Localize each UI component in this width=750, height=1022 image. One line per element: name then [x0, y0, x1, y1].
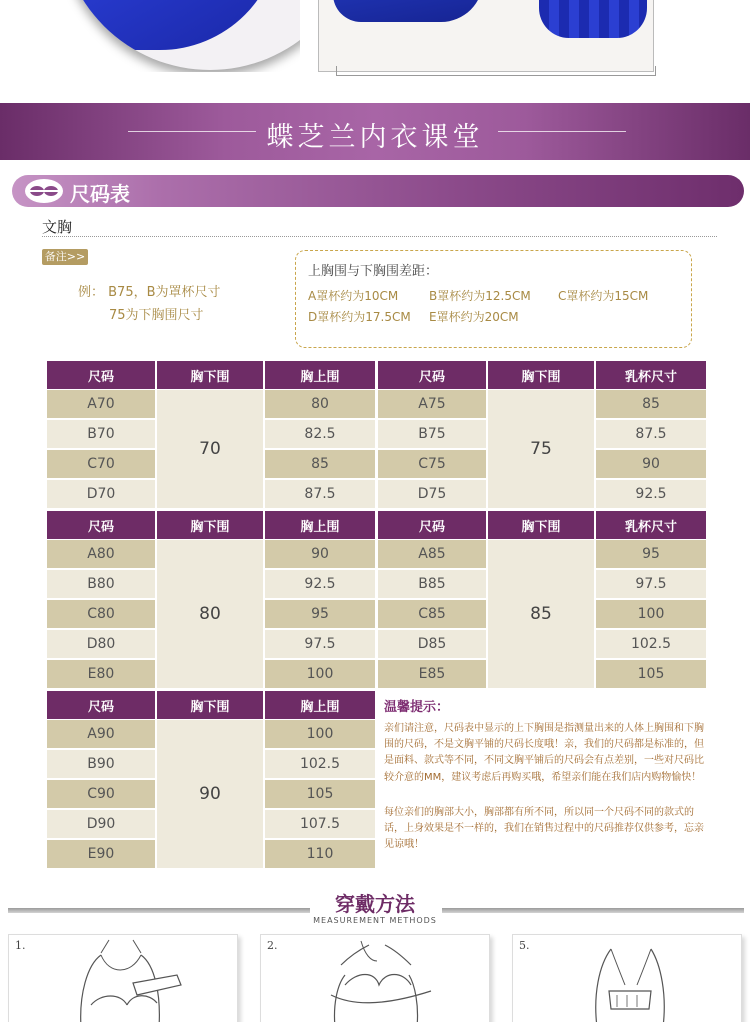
section-title: 尺码表: [70, 182, 130, 206]
step-card-3: [512, 934, 742, 1022]
step-3-illustration-icon: [513, 935, 742, 1022]
size-cell: B70: [47, 420, 155, 448]
over-bust-cell: 90: [265, 540, 375, 568]
cup-difference-title: 上胸围与下胸围差距：: [308, 264, 439, 279]
over-bust-cell: 105: [596, 660, 706, 688]
size-cell: C85: [378, 600, 486, 628]
under-bust-cell: 75: [488, 390, 594, 508]
under-bust-cell: 80: [157, 540, 263, 688]
size-cell: A75: [378, 390, 486, 418]
size-cell: B90: [47, 750, 155, 778]
cup-diff-item: C罩杯约为15CM: [558, 289, 649, 303]
under-bust-cell: 70: [157, 390, 263, 508]
size-cell: D70: [47, 480, 155, 508]
size-cell: A85: [378, 540, 486, 568]
tips-paragraph-1: 亲们请注意，尺码表中显示的上下胸围是指测量出来的人体上胸围和下胸围的尺码，不是文胸平铺的尺码长度哦！亲，我们的尺码都是标准的，但是面料、款式等不同，不同文胸平铺后的尺码会有点差别，一些对尺码比较介意的MM，建议考虑后再购买哦，希望亲们能在我们店内购物愉快！: [384, 723, 704, 783]
size-cell: E90: [47, 840, 155, 868]
size-cell: B85: [378, 570, 486, 598]
over-bust-cell: 95: [265, 600, 375, 628]
over-bust-cell: 82.5: [265, 420, 375, 448]
size-cell: E85: [378, 660, 486, 688]
step-card-2: [260, 934, 490, 1022]
table-header-cell: 胸下围: [157, 691, 263, 719]
cup-diff-item: D罩杯约为17.5CM: [308, 310, 411, 324]
over-bust-cell: 102.5: [265, 750, 375, 778]
size-cell: B75: [378, 420, 486, 448]
over-bust-cell: 92.5: [265, 570, 375, 598]
note-tag: 备注>>: [42, 249, 88, 265]
over-bust-cell: 85: [265, 450, 375, 478]
cup-diff-item: A罩杯约为10CM: [308, 289, 399, 303]
size-cell: D80: [47, 630, 155, 658]
table-header-cell: 乳杯尺寸: [596, 511, 706, 539]
over-bust-cell: 80: [265, 390, 375, 418]
table-header-cell: 尺码: [378, 511, 486, 539]
over-bust-cell: 85: [596, 390, 706, 418]
bra-icon: [24, 178, 64, 204]
step-1-illustration-icon: [9, 935, 238, 1022]
size-cell: D75: [378, 480, 486, 508]
size-cell: A70: [47, 390, 155, 418]
tips-paragraph-2: 每位亲们的胸部大小，胸部都有所不同，所以同一个尺码不同的款式的话，上身效果是不一样的，我们在销售过程中的尺码推荐仅供参考，忘亲见谅哦！: [384, 807, 704, 851]
table-header-cell: 胸下围: [157, 511, 263, 539]
table-header-cell: 尺码: [47, 511, 155, 539]
methods-subtitle: MEASUREMENT METHODS: [313, 916, 437, 925]
step-number: 5.: [519, 939, 530, 952]
size-cell: A80: [47, 540, 155, 568]
table-header-cell: 胸上围: [265, 361, 375, 389]
size-cell: C90: [47, 780, 155, 808]
size-cell: D85: [378, 630, 486, 658]
divider: [42, 236, 717, 237]
cup-difference-box: [295, 250, 692, 348]
size-chart-header: [12, 175, 744, 207]
size-cell: A90: [47, 720, 155, 748]
over-bust-cell: 100: [265, 660, 375, 688]
product-photo-right: [318, 0, 654, 72]
over-bust-cell: 100: [596, 600, 706, 628]
table-header-cell: 尺码: [378, 361, 486, 389]
size-cell: C75: [378, 450, 486, 478]
size-cell: C70: [47, 450, 155, 478]
example-line-2: 75为下胸围尺寸: [109, 308, 204, 323]
over-bust-cell: 97.5: [265, 630, 375, 658]
over-bust-cell: 90: [596, 450, 706, 478]
step-number: 1.: [15, 939, 26, 952]
under-bust-cell: 90: [157, 720, 263, 868]
methods-title: 穿戴方法: [335, 892, 415, 916]
size-cell: D90: [47, 810, 155, 838]
step-2-illustration-icon: [261, 935, 490, 1022]
table-header-cell: 乳杯尺寸: [596, 361, 706, 389]
under-bust-cell: 85: [488, 540, 594, 688]
size-cell: E80: [47, 660, 155, 688]
over-bust-cell: 105: [265, 780, 375, 808]
size-cell: C80: [47, 600, 155, 628]
classroom-banner: [0, 103, 750, 160]
banner-title: 蝶芝兰内衣课堂: [266, 122, 484, 153]
table-header-cell: 胸上围: [265, 691, 375, 719]
over-bust-cell: 107.5: [265, 810, 375, 838]
over-bust-cell: 102.5: [596, 630, 706, 658]
table-header-cell: 胸下围: [157, 361, 263, 389]
product-photo-left: [0, 0, 300, 72]
over-bust-cell: 92.5: [596, 480, 706, 508]
table-header-cell: 胸下围: [488, 511, 594, 539]
step-number: 2.: [267, 939, 278, 952]
over-bust-cell: 95: [596, 540, 706, 568]
table-header-cell: 尺码: [47, 361, 155, 389]
over-bust-cell: 87.5: [596, 420, 706, 448]
table-header-cell: 胸上围: [265, 511, 375, 539]
step-card-1: [8, 934, 238, 1022]
over-bust-cell: 87.5: [265, 480, 375, 508]
bra-category-label: 文胸: [42, 218, 73, 236]
table-header-cell: 尺码: [47, 691, 155, 719]
over-bust-cell: 100: [265, 720, 375, 748]
cup-diff-item: E罩杯约为20CM: [429, 310, 519, 324]
over-bust-cell: 97.5: [596, 570, 706, 598]
cup-diff-item: B罩杯约为12.5CM: [429, 289, 531, 303]
size-cell: B80: [47, 570, 155, 598]
table-header-cell: 胸下围: [488, 361, 594, 389]
example-line-1: 例： B75，B为罩杯尺寸: [78, 285, 221, 300]
over-bust-cell: 110: [265, 840, 375, 868]
photo-frame: [336, 66, 656, 76]
tips-title: 温馨提示：: [384, 700, 450, 715]
